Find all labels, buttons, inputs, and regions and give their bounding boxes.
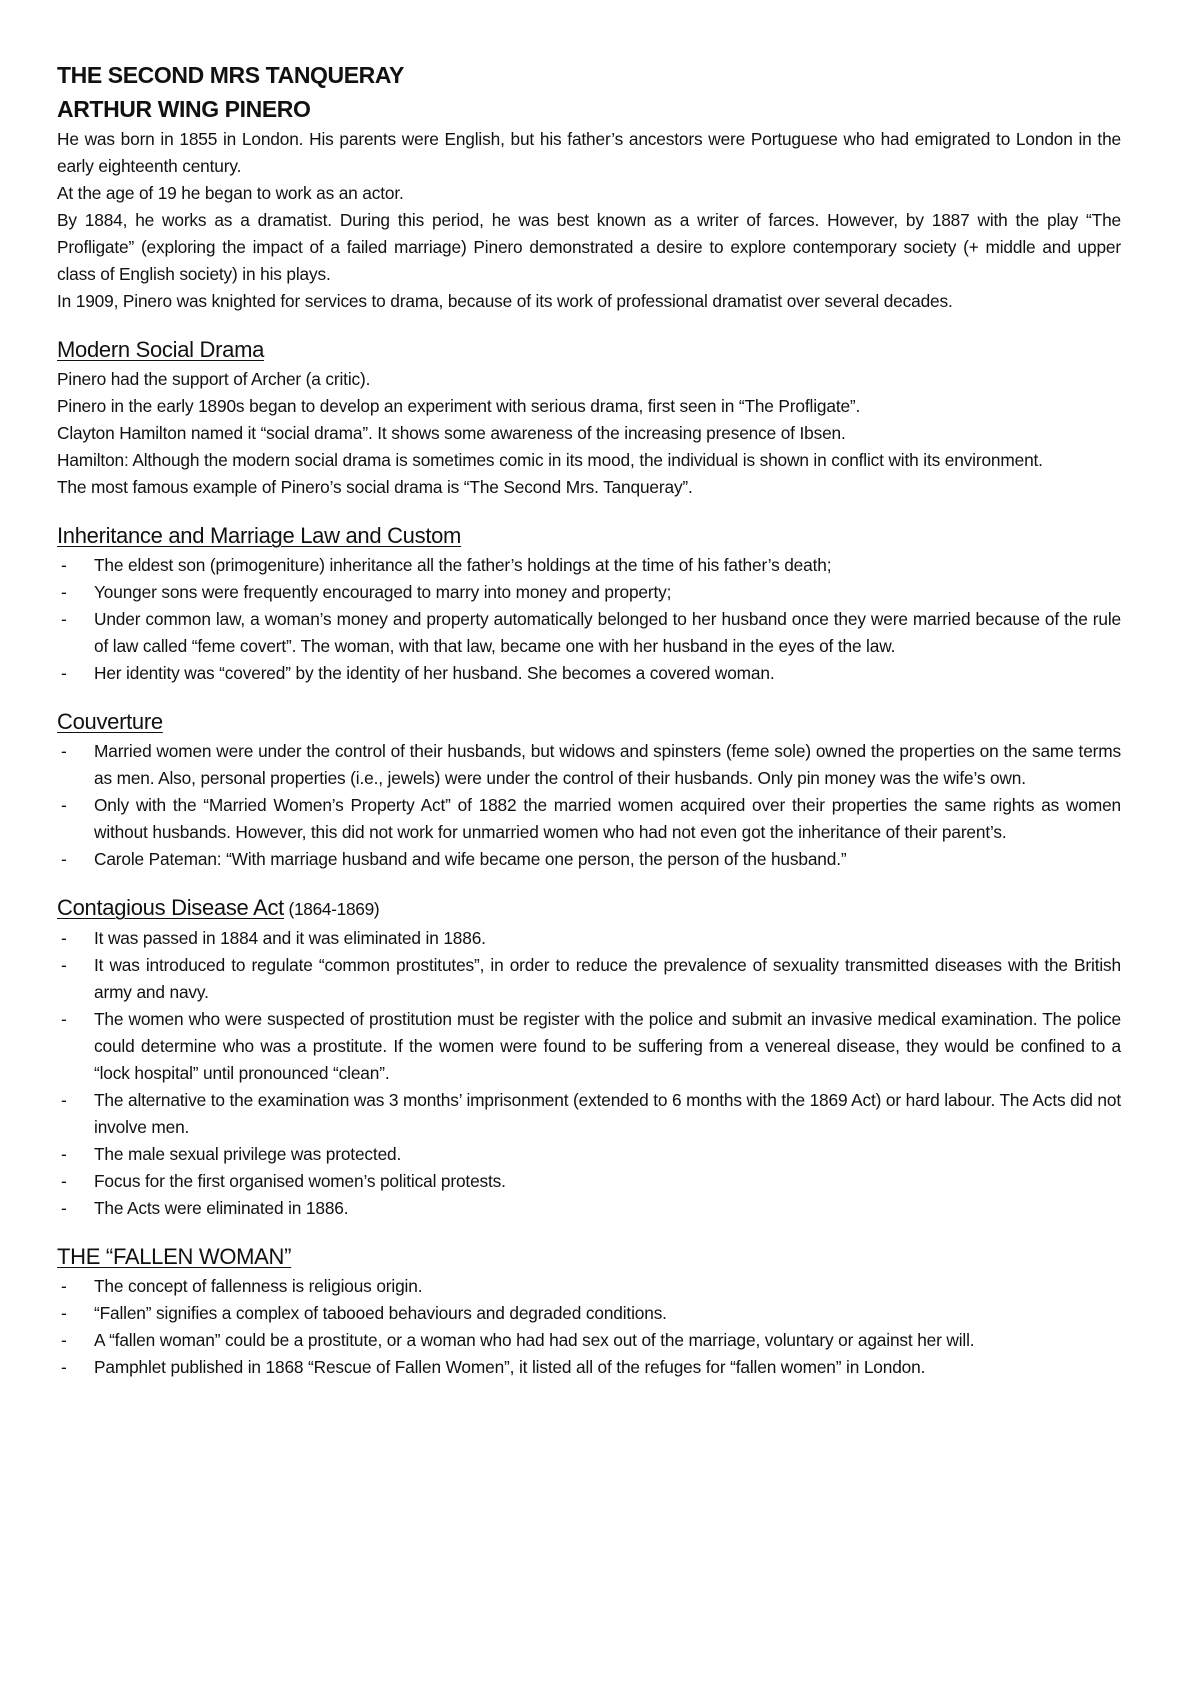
section-heading-text: Couverture <box>57 709 163 734</box>
list-item: - The women who were suspected of prostitution must be register with the police and submit an invasive medical examination. The police could determine who was a prostitute. If the women were found to be suffering from a venereal disease, they would be confined to a “lock hospital” until pronounced “clean”. <box>57 1006 1121 1087</box>
section-heading <box>57 892 1121 925</box>
section-heading-text: THE “FALLEN WOMAN” <box>57 1244 292 1269</box>
section-heading-years: (1864-1869) <box>283 899 380 919</box>
section-heading-text: Modern Social Drama <box>57 337 265 362</box>
inheritance-section <box>57 520 1121 687</box>
dash-list <box>57 552 1121 687</box>
section-heading-text: Contagious Disease Act <box>57 895 284 920</box>
list-item: - Younger sons were frequently encouraged to marry into money and property; <box>57 579 1121 606</box>
section-paragraph: Pinero in the early 1890s began to develop an experiment with serious drama, first seen in “The Profligate”. <box>57 396 861 416</box>
document-page <box>57 58 1121 1381</box>
title-line-play: THE SECOND MRS TANQUERAY <box>57 62 404 88</box>
list-item: - It was passed in 1884 and it was eliminated in 1886. <box>57 925 1121 952</box>
modern-social-drama-section <box>57 334 1121 501</box>
list-item: - It was introduced to regulate “common prostitutes”, in order to reduce the prevalence of sexuality transmitted diseases with the British army and navy. <box>57 952 1121 1006</box>
dash-list <box>57 1273 1121 1381</box>
document-title <box>57 58 1121 126</box>
list-item: - The alternative to the examination was 3 months’ imprisonment (extended to 6 months with the 1869 Act) or hard labour. The Acts did not involve men. <box>57 1087 1121 1141</box>
list-item: - “Fallen” signifies a complex of tabooed behaviours and degraded conditions. <box>57 1300 1121 1327</box>
list-item: - The male sexual privilege was protected. <box>57 1141 1121 1168</box>
intro-section <box>57 126 1121 315</box>
section-paragraph: Hamilton: Although the modern social drama is sometimes comic in its mood, the individual is shown in conflict with its environment. <box>57 450 1043 470</box>
intro-paragraph: At the age of 19 he began to work as an actor. <box>57 183 404 203</box>
couverture-section <box>57 706 1121 873</box>
fallen-woman-section <box>57 1241 1121 1381</box>
section-heading <box>57 520 1121 552</box>
list-item: - A “fallen woman” could be a prostitute, or a woman who had had sex out of the marriage, voluntary or against her will. <box>57 1327 1121 1354</box>
list-item: - Married women were under the control of their husbands, but widows and spinsters (feme sole) owned the properties on the same terms as men. Also, personal properties (i.e., jewels) were under the control of their husbands. Only pin money was the wife’s own. <box>57 738 1121 792</box>
section-heading-text: Inheritance and Marriage Law and Custom <box>57 523 462 548</box>
section-heading <box>57 706 1121 738</box>
list-item: - Pamphlet published in 1868 “Rescue of Fallen Women”, it listed all of the refuges for “fallen women” in London. <box>57 1354 1121 1381</box>
list-item: - Her identity was “covered” by the identity of her husband. She becomes a covered woman. <box>57 660 1121 687</box>
list-item: - Focus for the first organised women’s political protests. <box>57 1168 1121 1195</box>
section-heading <box>57 1241 1121 1273</box>
dash-list <box>57 925 1121 1222</box>
list-item: - Only with the “Married Women’s Property Act” of 1882 the married women acquired over their properties the same rights as women without husbands. However, this did not work for unmarried women who had not even got the inheritance of their parent’s. <box>57 792 1121 846</box>
dash-list <box>57 738 1121 873</box>
list-item: - The concept of fallenness is religious origin. <box>57 1273 1121 1300</box>
list-item: - Carole Pateman: “With marriage husband and wife became one person, the person of the husband.” <box>57 846 1121 873</box>
section-heading <box>57 334 1121 366</box>
section-paragraph: Pinero had the support of Archer (a critic). <box>57 369 371 389</box>
intro-paragraph: In 1909, Pinero was knighted for services to drama, because of its work of professional dramatist over several decades. <box>57 291 953 311</box>
list-item: - The eldest son (primogeniture) inheritance all the father’s holdings at the time of his father’s death; <box>57 552 1121 579</box>
intro-paragraph: He was born in 1855 in London. His parents were English, but his father’s ancestors were Portuguese who had emigrated to London in the early eighteenth century. <box>57 129 1121 176</box>
list-item: - Under common law, a woman’s money and property automatically belonged to her husband once they were married because of the rule of law called “feme covert”. The woman, with that law, became one with her husband in the eyes of the law. <box>57 606 1121 660</box>
intro-paragraph: By 1884, he works as a dramatist. During this period, he was best known as a writer of farces. However, by 1887 with the play “The Profligate” (exploring the impact of a failed marriage) Pinero demonstrated a desire to explore contemporary society (+ middle and upper class of English society) in his plays. <box>57 210 1121 284</box>
title-line-author: ARTHUR WING PINERO <box>57 96 311 122</box>
contagious-disease-act-section <box>57 892 1121 1222</box>
section-paragraph: Clayton Hamilton named it “social drama”. It shows some awareness of the increasing presence of Ibsen. <box>57 423 846 443</box>
list-item: - The Acts were eliminated in 1886. <box>57 1195 1121 1222</box>
section-paragraph: The most famous example of Pinero’s social drama is “The Second Mrs. Tanqueray”. <box>57 477 693 497</box>
